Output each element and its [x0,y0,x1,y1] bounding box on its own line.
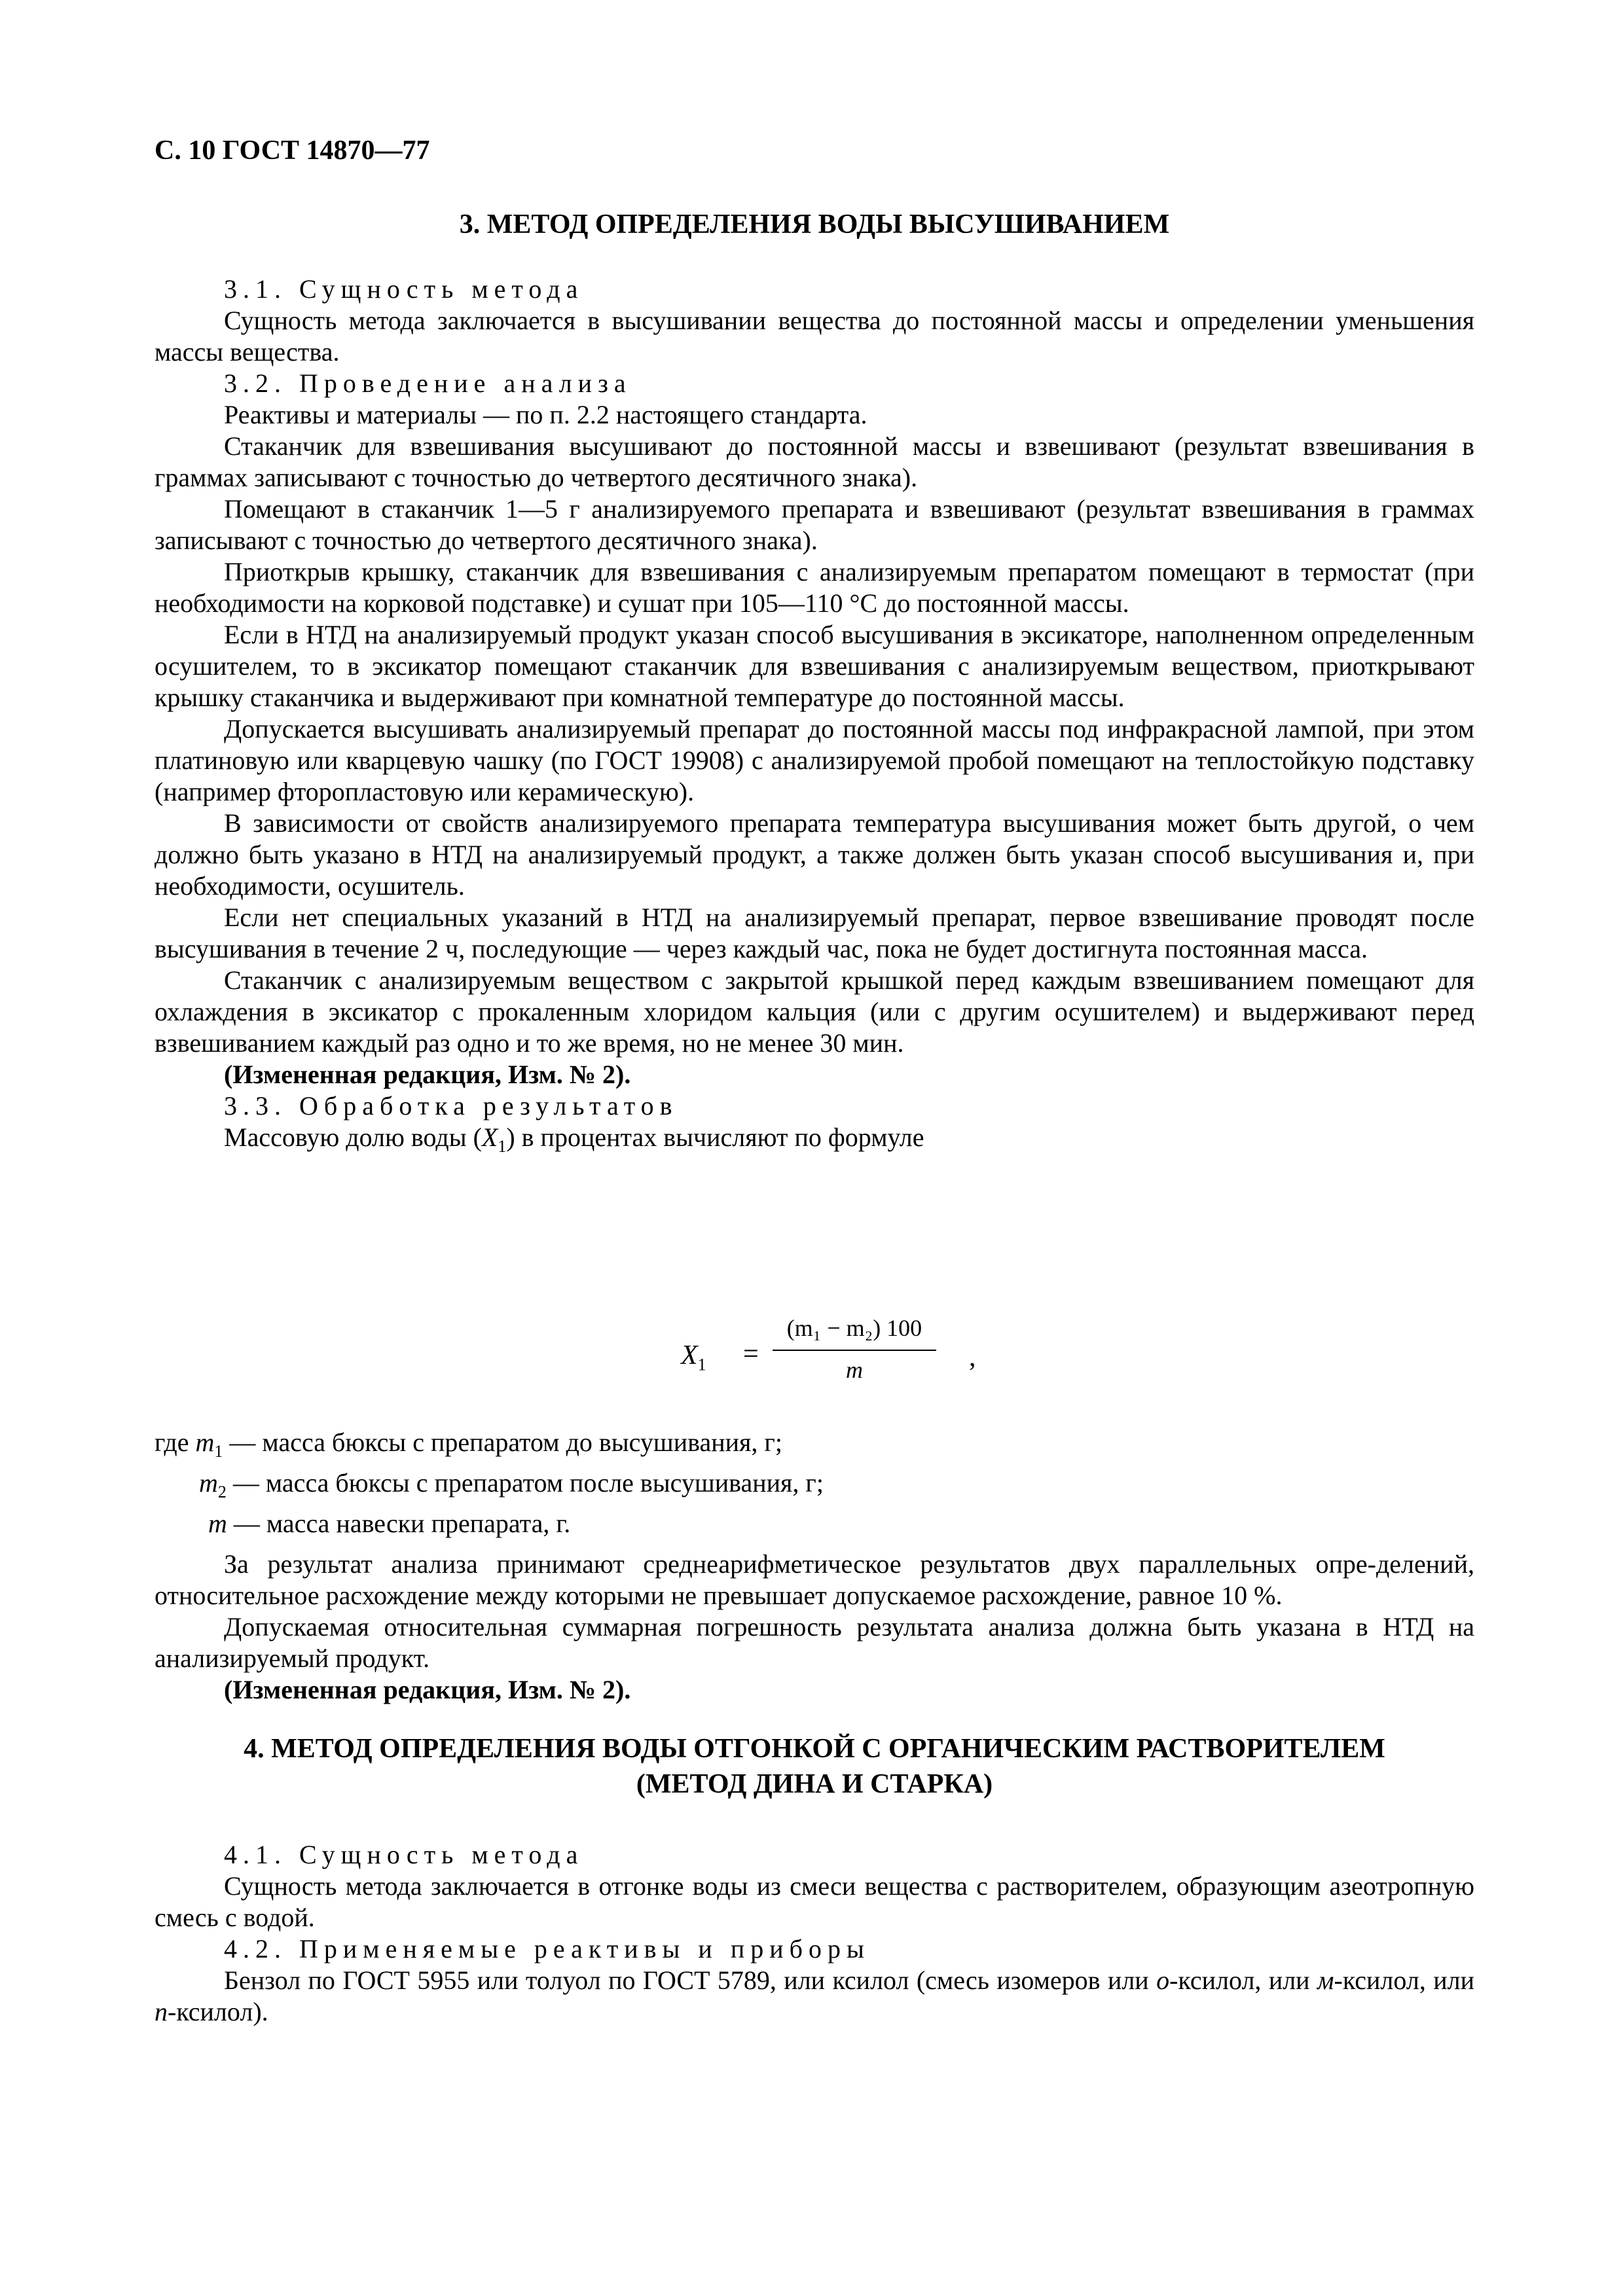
page-header: С. 10 ГОСТ 14870—77 [155,135,430,166]
section-4-title-line1: 4. МЕТОД ОПРЕДЕЛЕНИЯ ВОДЫ ОТГОНКОЙ С ОРГАНИЧЕСКИМ РАСТВОРИТЕЛЕМ [244,1734,1385,1764]
section-3-body [155,274,1474,1162]
subsection-4-1-heading: 4.1. Сущность метода [224,1840,584,1869]
formula-intro: Массовую долю воды $(X_1)$ в процентах вычисляют по формуле [224,1122,924,1156]
formula-denominator: m [846,1357,863,1383]
paragraph: Помещают в стаканчик 1—5 г анализируемого препарата и взвешивают (результат взвешивания в граммах записывают с точностью до четвертого десятичного знака). [155,494,1474,555]
definition-m1: где $m_1$ — масса бюксы с препаратом до высушивания, г; [155,1427,782,1461]
revision-note: (Измененная редакция, Изм. № 2). [224,1060,631,1089]
paragraph: Сущность метода заключается в высушивании вещества до постоянной массы и определении уменьшения массы вещества. [155,306,1474,367]
paragraph: Допускаемая относительная суммарная погрешность результата анализа должна быть указана в НТД на анализируемый продукт. [155,1612,1474,1673]
paragraph: За результат анализа принимают среднеарифметическое результатов двух параллельных опре-делений, относительное расхождение между которыми не превышает допускаемое расхождение, равное 10 %. [155,1549,1474,1610]
definition-m: m — масса навески препарата, г. [208,1509,571,1538]
formula-numerator: (m₁ − m₂) 100 [786,1315,922,1341]
formula-comma: , [969,1342,976,1372]
paragraph: Приоткрыв крышку, стаканчик для взвешивания с анализируемым препаратом помещают в термостат (при необходимости на корковой подставке) и сушат при 105—110 °С до постоянной массы. [155,557,1474,618]
paragraph: Стаканчик для взвешивания высушивают до постоянной массы и взвешивают (результат взвешивания в граммах записывают с точностью до четвертого десятичного знака). [155,431,1474,492]
paragraph: В зависимости от свойств анализируемого препарата температура высушивания может быть другой, о чем должно быть указано в НТД на анализируемый продукт, а также должен быть указан способ высушивания и, при необходимости, осушитель. [155,808,1474,901]
paragraph: Если в НТД на анализируемый продукт указан способ высушивания в эксикаторе, наполненном определенным осушителем, то в эксикатор помещают стаканчик для взвешивания с анализируемым веществом, приоткрывают крышку стаканчика и выдерживают при комнатной температуре до постоянной массы. [155,620,1474,712]
section-3-results [155,1427,1474,1706]
section-4-title-line2: (МЕТОД ДИНА И СТАРКА) [636,1769,993,1799]
paragraph: Стаканчик с анализируемым веществом с закрытой крышкой перед каждым взвешиванием помещают для охлаждения в эксикатор с прокаленным хлоридом кальция (или с другим осушителем) и выдерживают перед взвешиванием каждый раз одно и то же время, но не менее 30 мин. [155,965,1474,1058]
reagents-paragraph: Бензол по ГОСТ 5955 или толуол по ГОСТ 5789, или ксилол (смесь изомеров или о-ксилол, или м-ксилол, или п-ксилол). [155,1965,1474,2026]
formula-lhs: $X_1$ [681,1340,706,1374]
subsection-3-3-heading: 3.3. Обработка результатов [224,1091,678,1121]
definition-m2: $m_2$ — масса бюксы с препаратом после высушивания, г; [199,1468,824,1501]
formula-x1 [681,1312,982,1391]
formula-equals: = [743,1339,759,1369]
subsection-4-2-heading: 4.2. Применяемые реактивы и приборы [224,1934,870,1964]
paragraph: Реактивы и материалы — по п. 2.2 настоящего стандарта. [224,400,867,429]
subsection-3-1-heading: 3.1. Сущность метода [224,274,584,304]
revision-note: (Измененная редакция, Изм. № 2). [224,1675,631,1704]
fraction-bar [773,1350,936,1351]
section-3-title: 3. МЕТОД ОПРЕДЕЛЕНИЯ ВОДЫ ВЫСУШИВАНИЕМ [459,209,1170,240]
subsection-3-2-heading: 3.2. Проведение анализа [224,368,632,398]
paragraph: Допускается высушивать анализируемый препарат до постоянной массы под инфракрасной лампой, при этом платиновую или кварцевую чашку (по ГОСТ 19908) с анализируемой пробой помещают на теплостойкую подставку (например фторопластовую или керамическую). [155,714,1474,806]
paragraph: Сущность метода заключается в отгонке воды из смеси вещества с растворителем, образующим азеотропную смесь с водой. [155,1871,1474,1932]
paragraph: Если нет специальных указаний в НТД на анализируемый препарат, первое взвешивание проводят после высушивания в течение 2 ч, последующие — через каждый час, пока не будет достигнута постоянная масса. [155,903,1474,963]
section-4-title [155,1731,1474,1802]
section-4-body [155,1839,1474,2028]
